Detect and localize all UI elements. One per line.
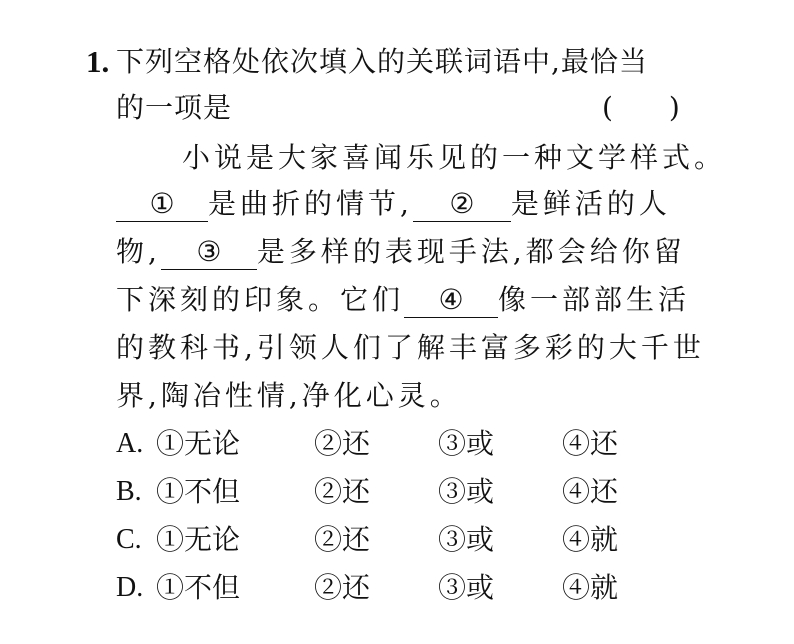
answer-parentheses: ( ) [602,91,680,124]
passage-line-3 [116,232,686,272]
option-b-choice-1: ①不但 [156,475,241,508]
option-c-choice-4: ④就 [562,523,619,556]
option-d-choice-3: ③或 [438,571,495,604]
passage-line-6: 界,陶冶性情,净化心灵。 [116,379,462,412]
passage-line-3-end: 是多样的表现手法,都会给你留 [256,235,686,268]
option-b-choice-3: ③或 [438,475,495,508]
option-d-letter: D. [116,572,144,603]
option-b-choice-4: ④还 [562,475,619,508]
blank-1: ① [116,187,208,222]
passage-line-2-end: 是鲜活的人 [510,187,671,220]
option-c-choice-1: ①无论 [156,523,241,556]
passage-line-4-end: 像一部部生活 [498,283,691,316]
option-c-choice-3: ③或 [438,523,495,556]
option-d-choice-4: ④就 [562,571,619,604]
option-a-letter: A. [116,428,144,459]
passage-line-4-start: 下深刻的印象。它们 [116,283,405,316]
question-stem-line-2: 的一项是 [116,91,233,124]
option-a-choice-4: ④还 [562,427,619,460]
option-a [116,424,676,464]
blank-2: ② [413,187,511,222]
option-d-choice-2: ②还 [314,571,371,604]
blank-4: ④ [404,283,498,318]
passage-line-4 [116,280,690,320]
question-number: 1. [86,44,110,79]
option-c [116,520,676,560]
blank-3: ③ [161,235,257,270]
option-c-choice-2: ②还 [314,523,371,556]
question-stem-line-1: 下列空格处依次填入的关联词语中,最恰当 [116,45,648,78]
option-b-choice-2: ②还 [314,475,371,508]
passage-line-3-start: 物, [116,235,161,268]
option-c-letter: C. [116,524,142,555]
option-b [116,472,676,512]
passage-line-2-mid: 是曲折的情节, [208,187,413,220]
passage-line-2 [116,184,671,224]
option-a-choice-2: ②还 [314,427,371,460]
passage-line-5: 的教科书,引领人们了解丰富多彩的大千世 [116,331,705,364]
option-d [116,568,676,608]
option-a-choice-3: ③或 [438,427,495,460]
option-d-choice-1: ①不但 [156,571,241,604]
option-b-letter: B. [116,476,142,507]
option-a-choice-1: ①无论 [156,427,241,460]
passage-line-1: 小说是大家喜闻乐见的一种文学样式。 [182,141,727,174]
